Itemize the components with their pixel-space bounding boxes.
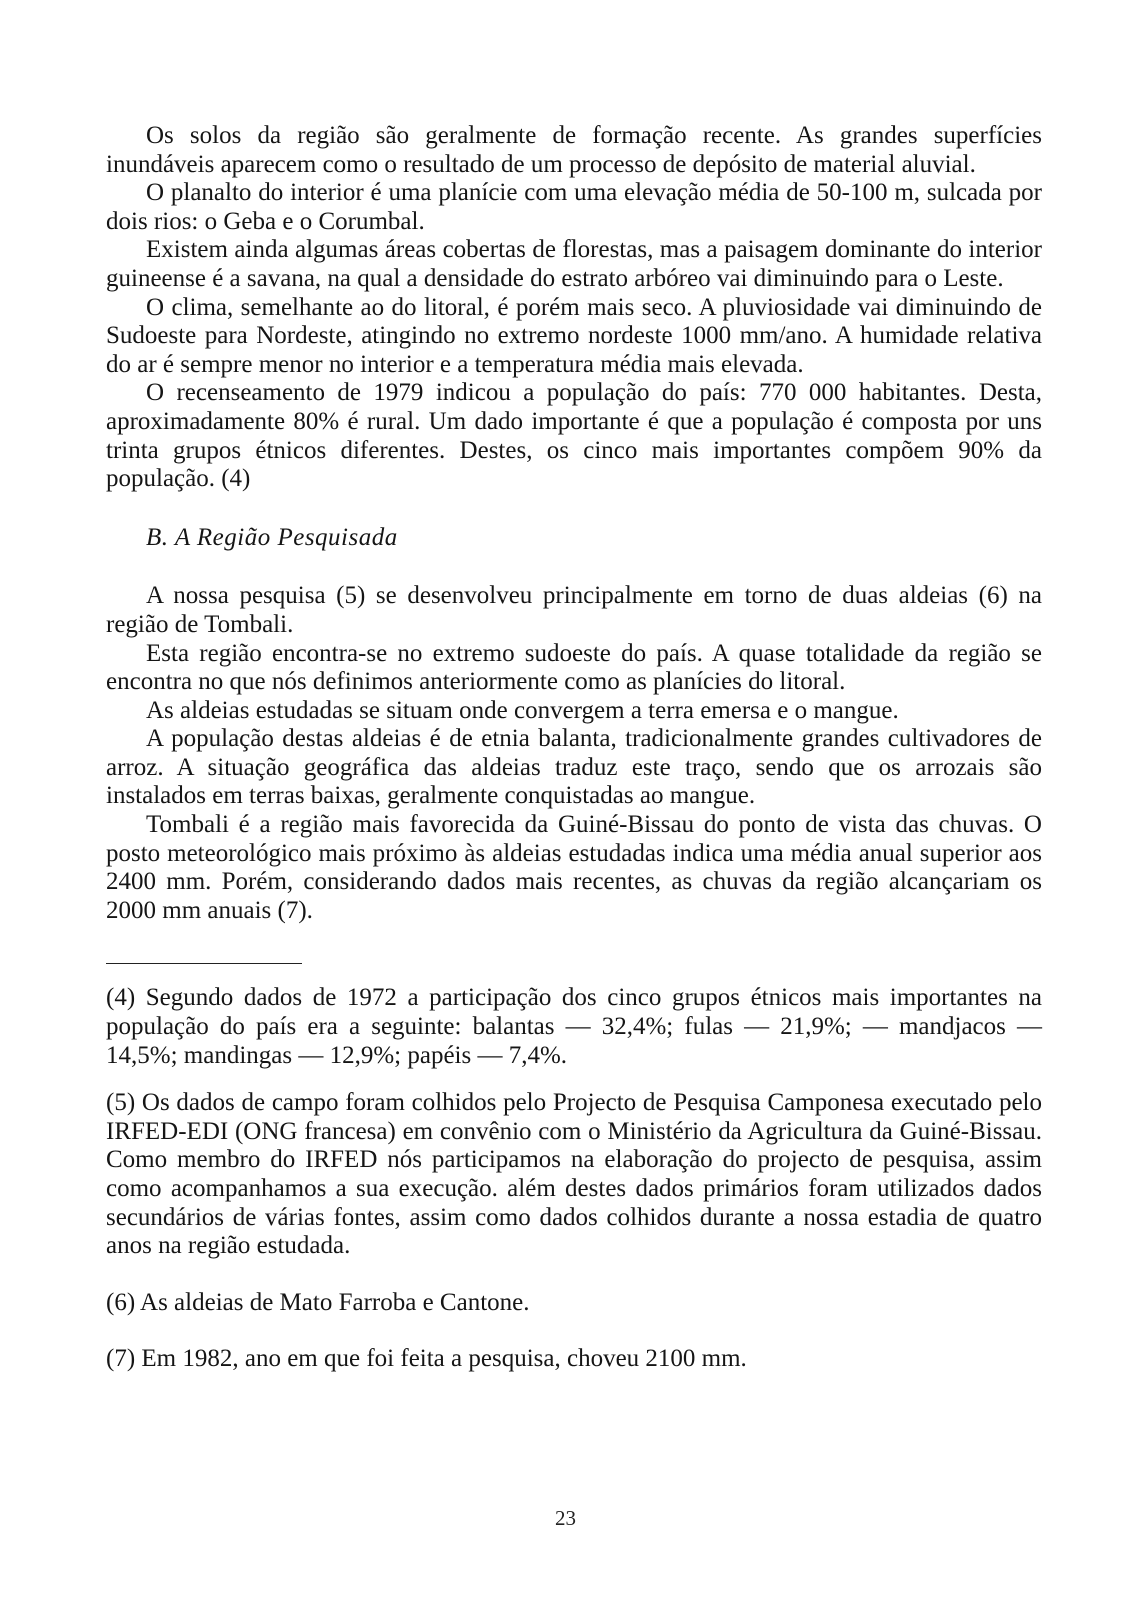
footnote-5: (5) Os dados de campo foram colhidos pelo Projecto de Pesquisa Camponesa executado pelo IRFED-EDI (ONG francesa) em convênio com o Ministério da Agricultura da Guiné-Bissau. Como membro do IRFED nós participamos na elaboração do projecto de pesquisa, assim como acompanhamos a sua execução. além destes dados primários foram utilizados dados secundários de várias fontes, assim como dados colhidos durante a nossa estadia de quatro anos na região estudada. — [106, 1089, 1042, 1260]
page-content — [106, 122, 1042, 1393]
footnote-7: (7) Em 1982, ano em que foi feita a pesquisa, choveu 2100 mm. — [106, 1345, 747, 1373]
paragraph-population: A população destas aldeias é de etnia balanta, tradicionalmente grandes cultivadores de arroz. A situação geográfica das aldeias traduz este traço, sendo que os arrozais são instalados em terras baixas, geralmente conquistadas ao mangue. — [106, 725, 1042, 810]
paragraph-rainfall: Tombali é a região mais favorecida da Guiné-Bissau do ponto de vista das chuvas. O posto meteorológico mais próximo às aldeias estudadas indica uma média anual superior aos 2400 mm. Porém, considerando dados mais recentes, as chuvas da região alcançariam os 2000 mm anuais (7). — [106, 811, 1042, 924]
paragraph-location: Esta região encontra-se no extremo sudoeste do país. A quase totalidade da região se encontra no que nós definimos anteriormente como as planícies do litoral. — [106, 639, 1042, 696]
paragraph-census: O recenseamento de 1979 indicou a população do país: 770 000 habitantes. Desta, aproximadamente 80% é rural. Um dado importante é que a população é composta por uns trinta grupos étnicos diferentes. Destes, os cinco mais importantes compõem 90% da população. (4) — [106, 379, 1042, 493]
footnote-6: (6) As aldeias de Mato Farroba e Cantone. — [106, 1288, 530, 1316]
page-number: 23 — [555, 1506, 576, 1530]
paragraph-soils: Os solos da região são geralmente de formação recente. As grandes superfícies inundáveis aparecem como o resultado de um processo de depósito de material aluvial. — [106, 122, 1042, 178]
paragraph-research: A nossa pesquisa (5) se desenvolveu principalmente em torno de duas aldeias (6) na região de Tombali. — [106, 582, 1042, 638]
section-heading: B. A Região Pesquisada — [146, 523, 398, 551]
footnote-4: (4) Segundo dados de 1972 a participação dos cinco grupos étnicos mais importantes na população do país era a seguinte: balantas — 32,4%; fulas — 21,9%; — mandjacos — 14,5%; mandingas — 12,9%; papéis — 7,4%. — [106, 984, 1042, 1069]
paragraph-savanna: Existem ainda algumas áreas cobertas de florestas, mas a paisagem dominante do interior guineense é a savana, na qual a densidade do estrato arbóreo vai diminuindo para o Leste. — [106, 236, 1042, 292]
paragraph-climate: O clima, semelhante ao do litoral, é porém mais seco. A pluviosidade vai diminuindo de Sudoeste para Nordeste, atingindo no extremo nordeste 1000 mm/ano. A humidade relativa do ar é sempre menor no interior e a temperatura média mais elevada. — [106, 293, 1042, 378]
paragraph-villages: As aldeias estudadas se situam onde convergem a terra emersa e o mangue. — [146, 696, 899, 724]
footnote-separator — [106, 963, 302, 964]
paragraph-plateau: O planalto do interior é uma planície com uma elevação média de 50-100 m, sulcada por dois rios: o Geba e o Corumbal. — [106, 179, 1042, 235]
